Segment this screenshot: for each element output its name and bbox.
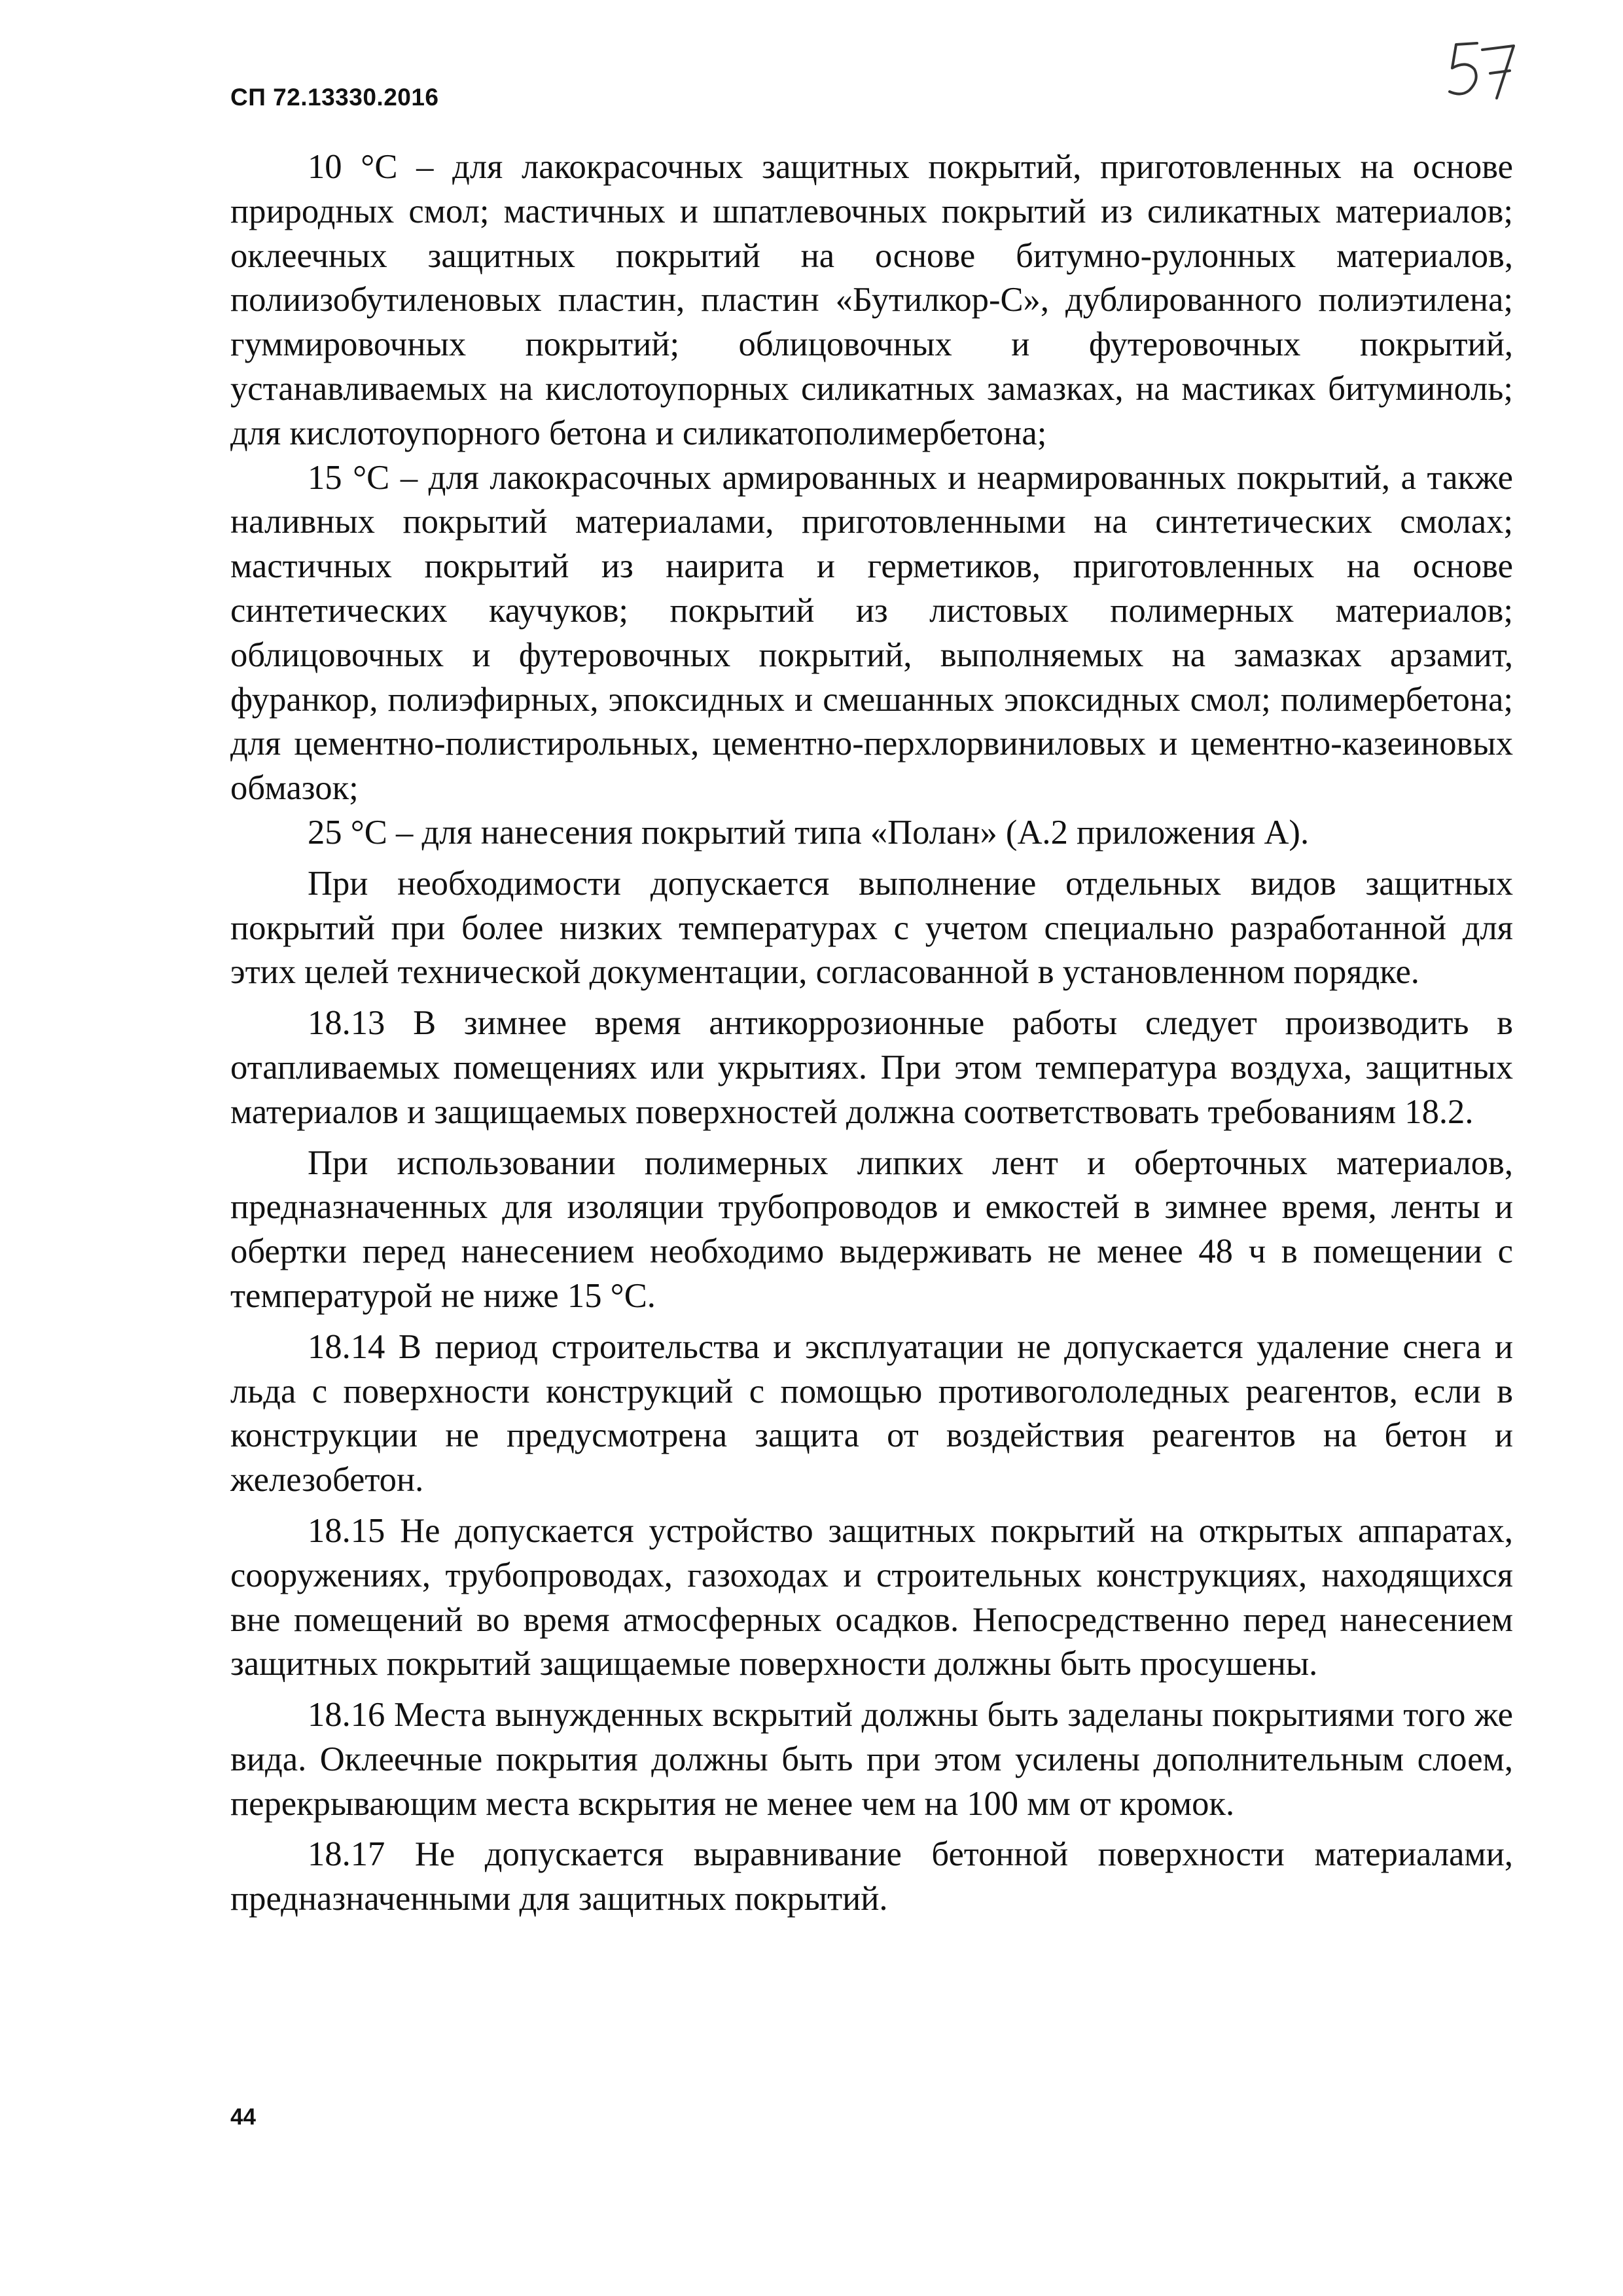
paragraph-18-17: 18.17 Не допускается выравнивание бетонной поверхности материалами, предназначенными для защитных покрытий.	[230, 1835, 1513, 1918]
document-body	[230, 145, 1513, 1922]
paragraph-low-temperature: При необходимости допускается выполнение отдельных видов защитных покрытий при более низких температурах с учетом специально разработанной для этих целей технической документации, согласованной в установленном порядке.	[230, 864, 1513, 992]
paragraph-18-14: 18.14 В период строительства и эксплуатации не допускается удаление снега и льда с поверхности конструкций с помощью противогололедных реагентов, если в конструкции не предусмотрена защита от воздействия реагентов на бетон и железобетон.	[230, 1327, 1513, 1499]
paragraph-18-13: 18.13 В зимнее время антикоррозионные работы следует производить в отапливаемых помещениях или укрытиях. При этом температура воздуха, защитных материалов и защищаемых поверхностей должна соответствовать требованиям 18.2.	[230, 1004, 1513, 1131]
handwritten-page-number	[1436, 34, 1535, 106]
page-number: 44	[230, 2104, 256, 2130]
paragraph-25c: 25 °С – для нанесения покрытий типа «Полан» (А.2 приложения А).	[308, 813, 1310, 852]
document-code: СП 72.13330.2016	[230, 84, 439, 111]
paragraph-10c: 10 °С – для лакокрасочных защитных покрытий, приготовленных на основе природных смол; мастичных и шпатлевочных покрытий из силикатных материалов; оклеечных защитных покрытий на основе битумно-рулонных материалов, полиизобутиленовых пластин, пластин «Бутилкор-С», дублированного полиэтилена; гуммировочных покрытий; облицовочных и футеровочных покрытий, устанавливаемых на кислотоупорных силикатных замазках, на мастиках битуминоль; для кислотоупорного бетона и силикатополимербетона;	[230, 148, 1513, 452]
paragraph-15c: 15 °С – для лакокрасочных армированных и неармированных покрытий, а также наливных покрытий материалами, приготовленными на синтетических смолах; мастичных покрытий из наирита и герметиков, приготовленных на основе синтетических каучуков; покрытий из листовых полимерных материалов; облицовочных и футеровочных покрытий, выполняемых на замазках арзамит, фуранкор, полиэфирных, эпоксидных и смешанных эпоксидных смол; полимербетона; для цементно-полистирольных, цементно-перхлорвиниловых и цементно-казеиновых обмазок;	[230, 458, 1513, 808]
paragraph-tapes: При использовании полимерных липких лент и оберточных материалов, предназначенных для изоляции трубопроводов и емкостей в зимнее время, ленты и обертки перед нанесением необходимо выдерживать не менее 48 ч в помещении с температурой не ниже 15 °С.	[230, 1143, 1513, 1315]
paragraph-18-16: 18.16 Места вынужденных вскрытий должны быть заделаны покрытиями того же вида. Оклеечные покрытия должны быть при этом усилены дополнительным слоем, перекрывающим места вскрытия не менее чем на 100 мм от кромок.	[230, 1696, 1513, 1823]
paragraph-18-15: 18.15 Не допускается устройство защитных покрытий на открытых аппаратах, сооружениях, трубопроводах, газоходах и строительных конструкциях, находящихся вне помещений во время атмосферных осадков. Непосредственно перед нанесением защитных покрытий защищаемые поверхности должны быть просушены.	[230, 1511, 1513, 1683]
